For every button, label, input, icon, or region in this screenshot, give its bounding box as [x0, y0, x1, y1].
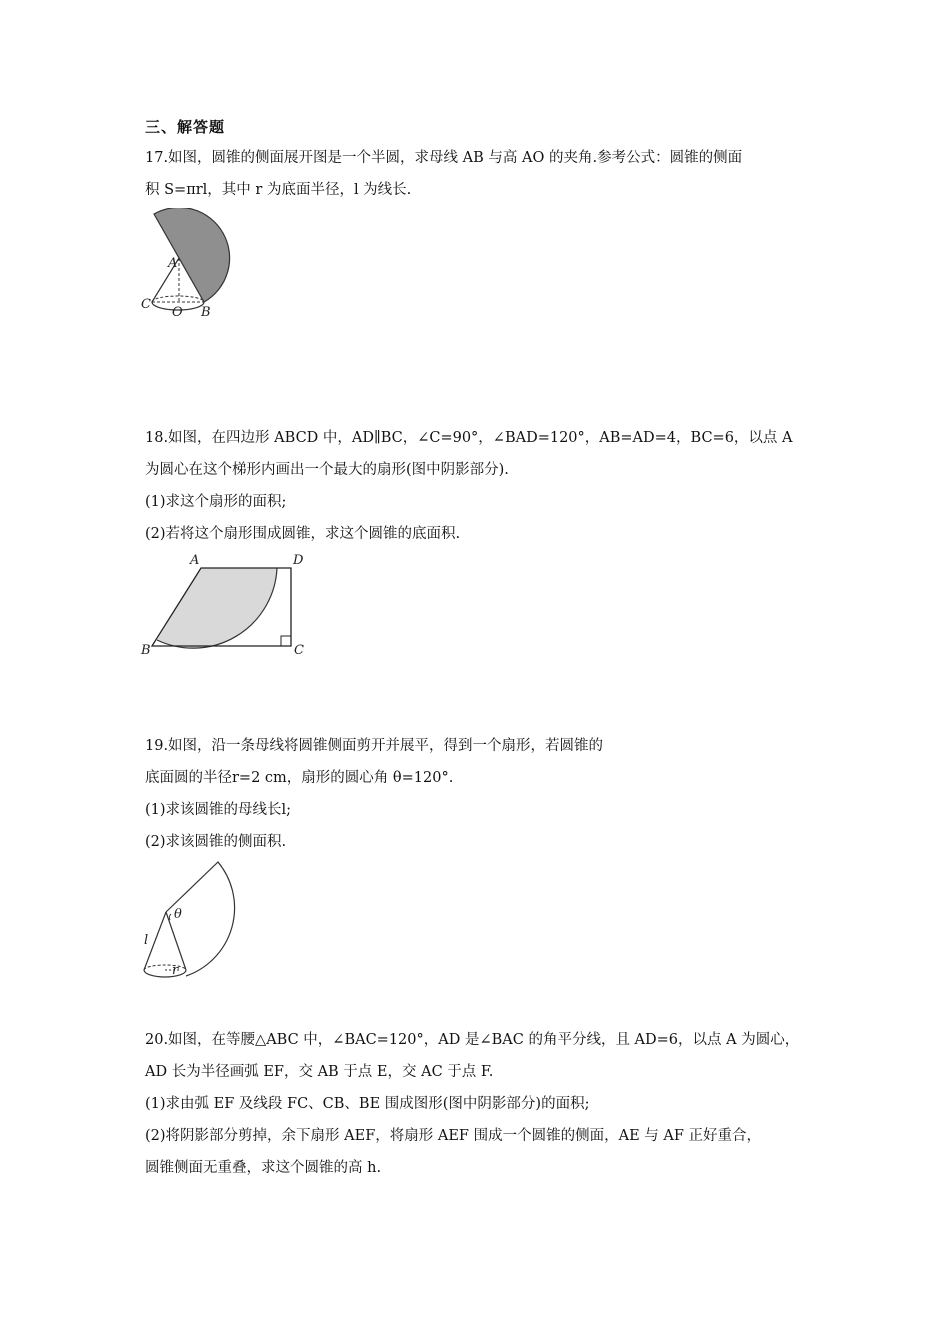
q19-base-front [144, 970, 186, 977]
q17-label-o: O [172, 305, 183, 320]
q19-line-1: 19.如图，沿一条母线将圆锥侧面剪开并展平，得到一个扇形，若圆锥的 [145, 738, 604, 754]
q20-part-2: (2)将阴影部分剪掉，余下扇形 AEF，将扇形 AEF 围成一个圆锥的侧面，AE 与 AF 正好重合， [145, 1128, 762, 1144]
q18-label-c: C [294, 643, 304, 658]
q19-line-2: 底面圆的半径r=2 cm，扇形的圆心角 θ=120°. [145, 770, 454, 786]
q20-line-2: AD 长为半径画弧 EF，交 AB 于点 E，交 AC 于点 F. [145, 1064, 494, 1080]
q17-line-2: 积 S=πrl，其中 r 为底面半径，l 为线长. [145, 182, 412, 198]
q18-right-angle-mark [281, 636, 291, 646]
q17-cone-figure [138, 208, 238, 320]
q18-label-b: B [141, 643, 151, 658]
q18-part-1: (1)求这个扇形的面积; [145, 494, 287, 510]
q19-cone-sector-figure [138, 856, 238, 986]
q18-trapezoid-figure [138, 552, 313, 660]
q20-line-1: 20.如图，在等腰△ABC 中，∠BAC=120°，AD 是∠BAC 的角平分线，且 AD=6，以点 A 为圆心， [145, 1032, 800, 1048]
q17-label-c: C [141, 297, 151, 312]
q17-label-a: A [168, 256, 178, 271]
q20-part-3: 圆锥侧面无重叠，求这个圆锥的高 h. [145, 1160, 382, 1176]
q19-angle-mark [169, 914, 171, 920]
q17-line-1: 17.如图，圆锥的侧面展开图是一个半圆，求母线 AB 与高 AO 的夹角.参考公式：圆锥的侧面 [145, 150, 743, 166]
q19-part-2: (2)求该圆锥的侧面积. [145, 834, 287, 850]
q18-label-a: A [190, 553, 200, 568]
q19-label-l: l [144, 933, 149, 948]
q18-line-2: 为圆心在这个梯形内画出一个最大的扇形(图中阴影部分). [145, 462, 509, 478]
q17-label-b: B [201, 305, 211, 320]
q18-label-d: D [293, 553, 304, 568]
q18-part-2: (2)若将这个扇形围成圆锥，求这个圆锥的底面积. [145, 526, 461, 542]
section-title: 三、解答题 [145, 118, 226, 136]
q19-part-1: (1)求该圆锥的母线长l; [145, 802, 292, 818]
q20-part-1: (1)求由弧 EF 及线段 FC、CB、BE 围成图形(图中阴影部分)的面积; [145, 1096, 590, 1112]
q17-base-back [152, 296, 204, 302]
q18-line-1: 18.如图，在四边形 ABCD 中，AD∥BC，∠C=90°，∠BAD=120°，AB=AD=4，BC=6，以点 A [145, 430, 793, 446]
q19-label-r: r [172, 963, 179, 978]
q19-label-theta: θ [174, 907, 182, 922]
q19-base-back [144, 965, 186, 970]
q17-semicircle-shade [154, 208, 230, 302]
q18-sector-shade [157, 568, 277, 648]
